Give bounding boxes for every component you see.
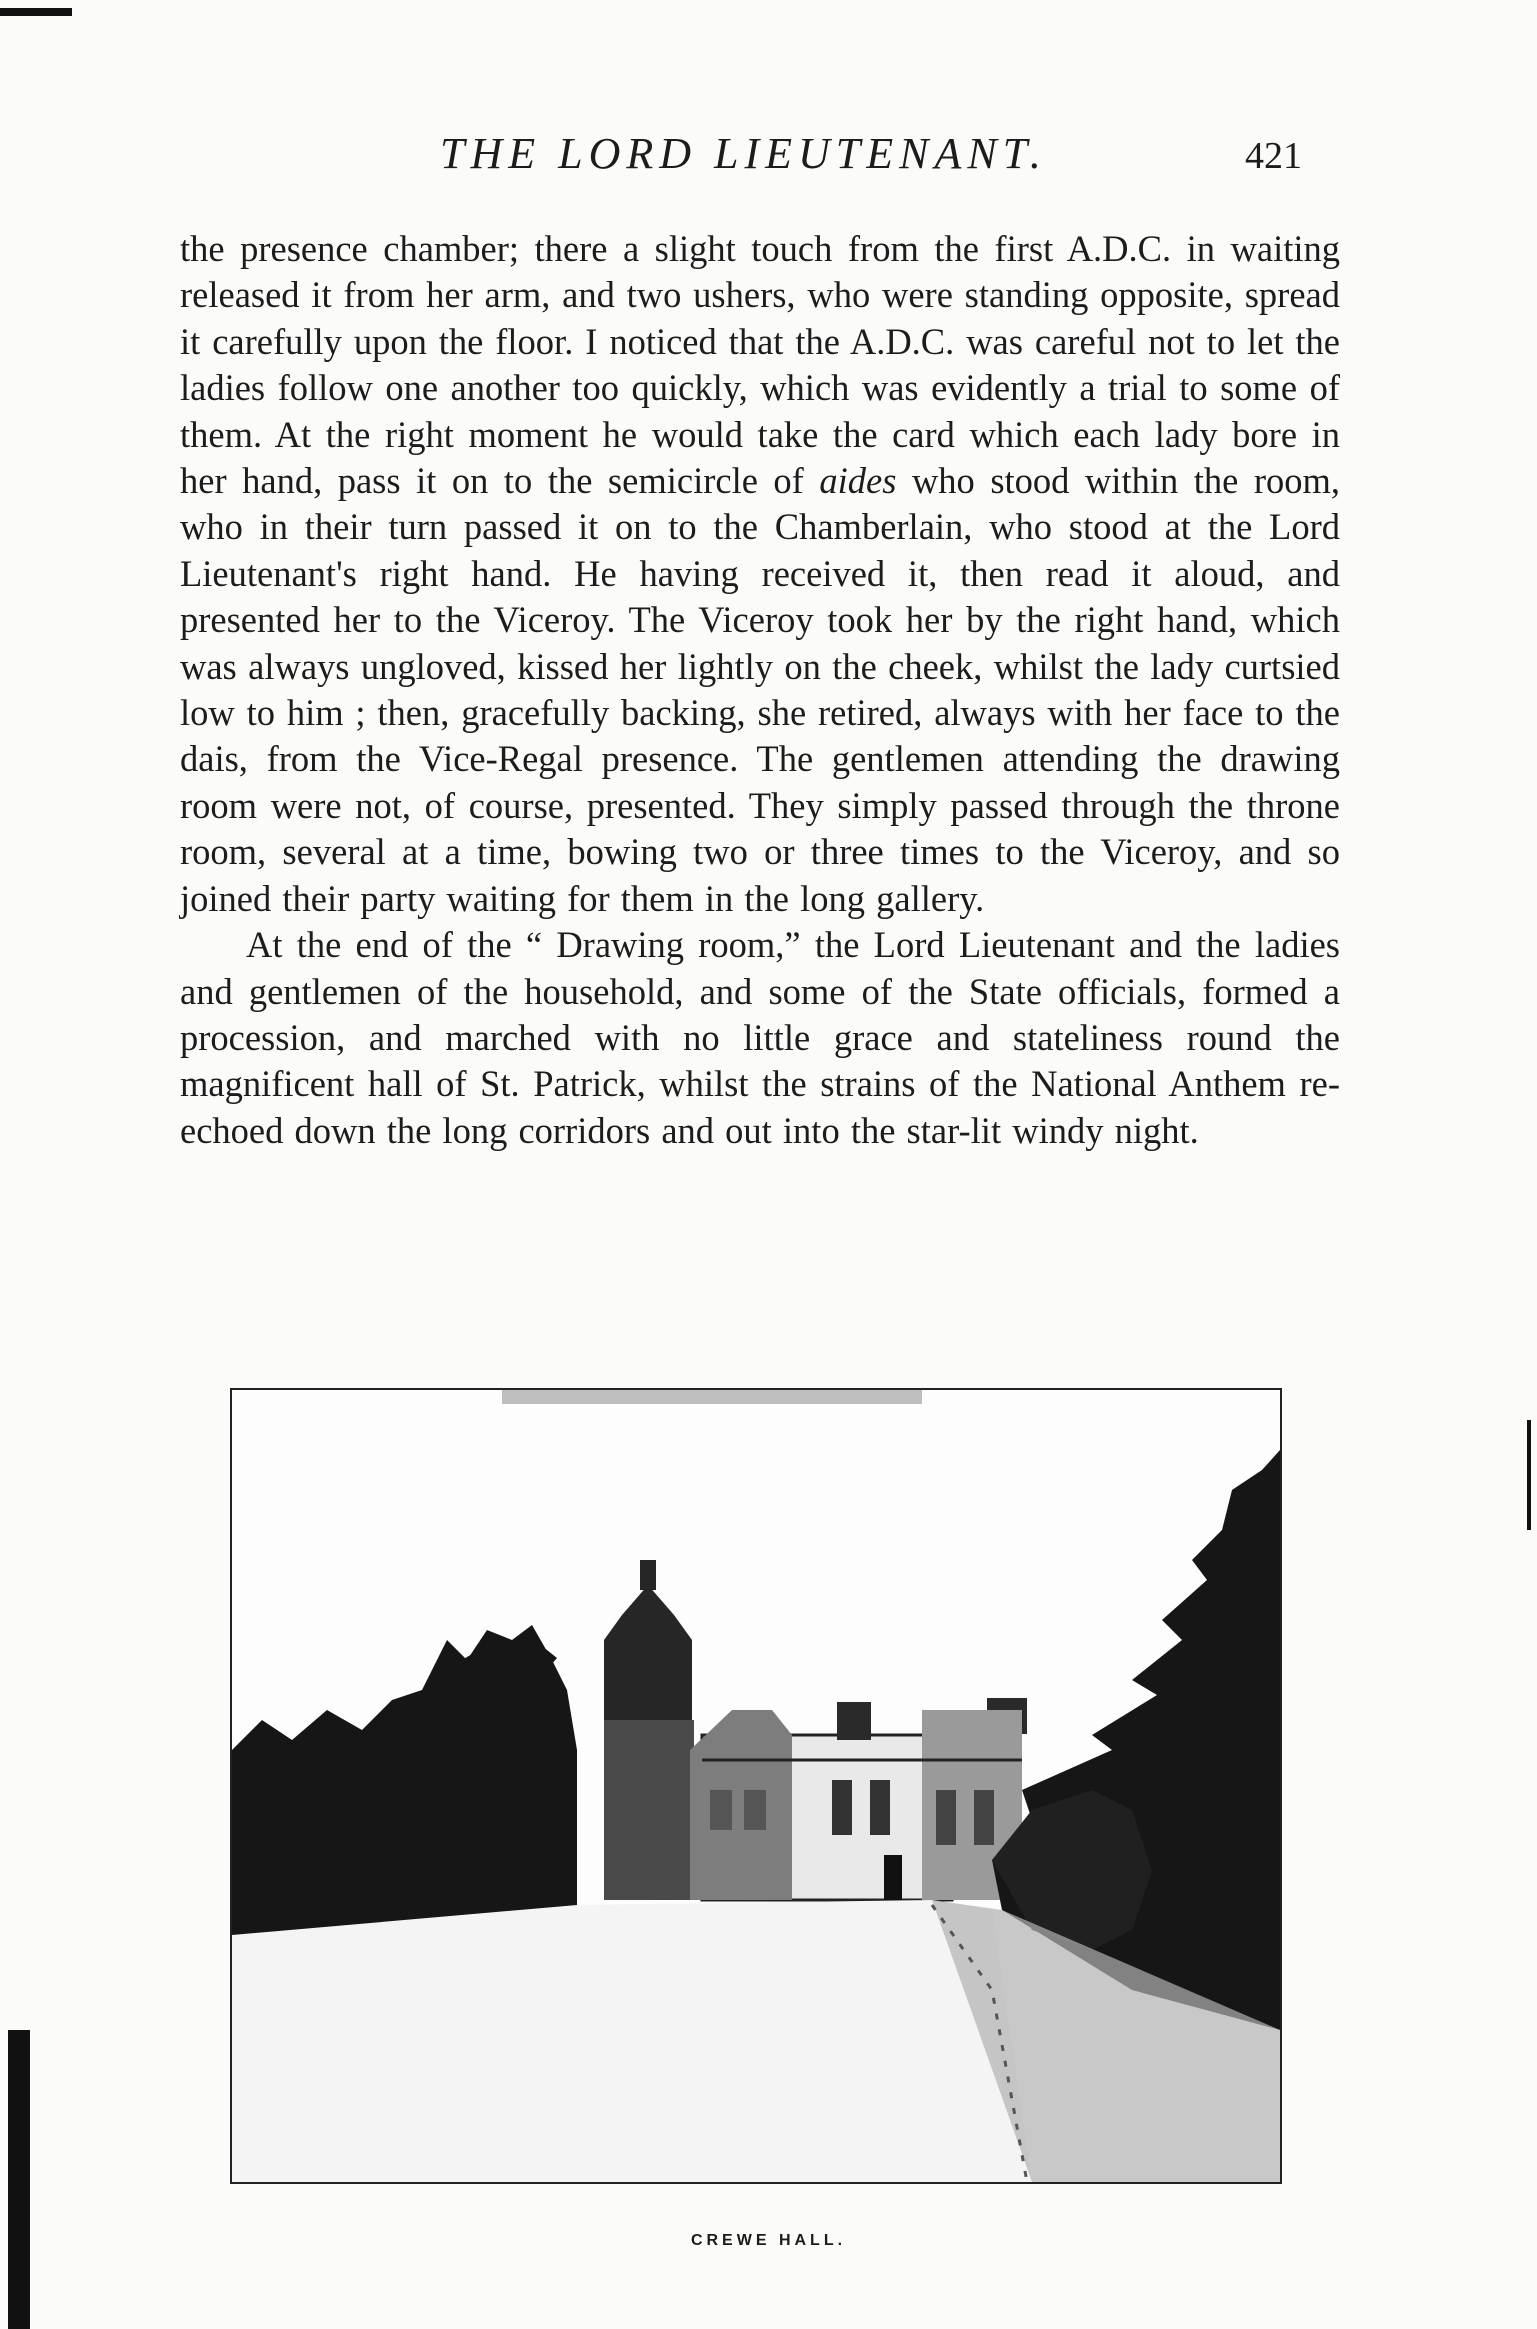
figure-caption: CREWE HALL.	[690, 2232, 847, 2249]
paragraph-2: At the end of the “ Drawing room,” the Lord Lieutenant and the ladies and gentlemen of the household, and some of the State officials, formed a procession, and marched with no little grace and stateliness round the magnificent hall of St. Patrick, whilst the strains of the National Anthem re-echoed down the long corridors and out into the star-lit windy night.	[180, 924, 1340, 1151]
plate-smudge	[502, 1390, 922, 1404]
paragraph-1	[180, 226, 1340, 922]
driveway	[232, 1900, 1032, 2182]
italic-aides: aides	[819, 460, 897, 502]
scan-edge-mark	[0, 8, 72, 16]
running-title: THE LORD LIEUTENANT.	[440, 129, 1047, 178]
scan-right-edge-mark	[1527, 1420, 1531, 1530]
crewe-hall-photograph	[230, 1388, 1282, 2184]
body-text	[180, 226, 1340, 1154]
running-head	[180, 128, 1340, 188]
scan-binding-edge	[8, 2030, 30, 2329]
photograph-illustration	[232, 1390, 1280, 2182]
paragraph-1-text-end: who stood within the room, who in their turn passed it on to the Chamberlain, who stood at the Lord Lieutenant's right hand. He having received it, then read it aloud, and presented her to the Viceroy. The Viceroy took her by the right hand, which was always ungloved, kissed her lightly on the cheek, whilst the lady curtsied low to him ; then, gracefully backing, she retired, always with her face to the dais, from the Vice-Regal presence. The gentlemen attending the drawing room were not, of course, presented. They simply passed through the throne room, several at a time, bowing two or three times to the Viceroy, and so joined their party waiting for them in the long gallery.	[180, 460, 1341, 919]
page-number: 421	[1245, 135, 1302, 177]
paragraph-1-text-start: the presence chamber; there a slight touch from the first A.D.C. in waiting released it from her arm, and two ushers, who were standing opposite, spread it carefully upon the floor. I noticed that the A.D.C. was careful not to let the ladies follow one another too quickly, which was evidently a trial to some of them. At the right moment he would take the card which each lady bore in her hand, pass it on to the semicircle of	[180, 228, 1340, 502]
